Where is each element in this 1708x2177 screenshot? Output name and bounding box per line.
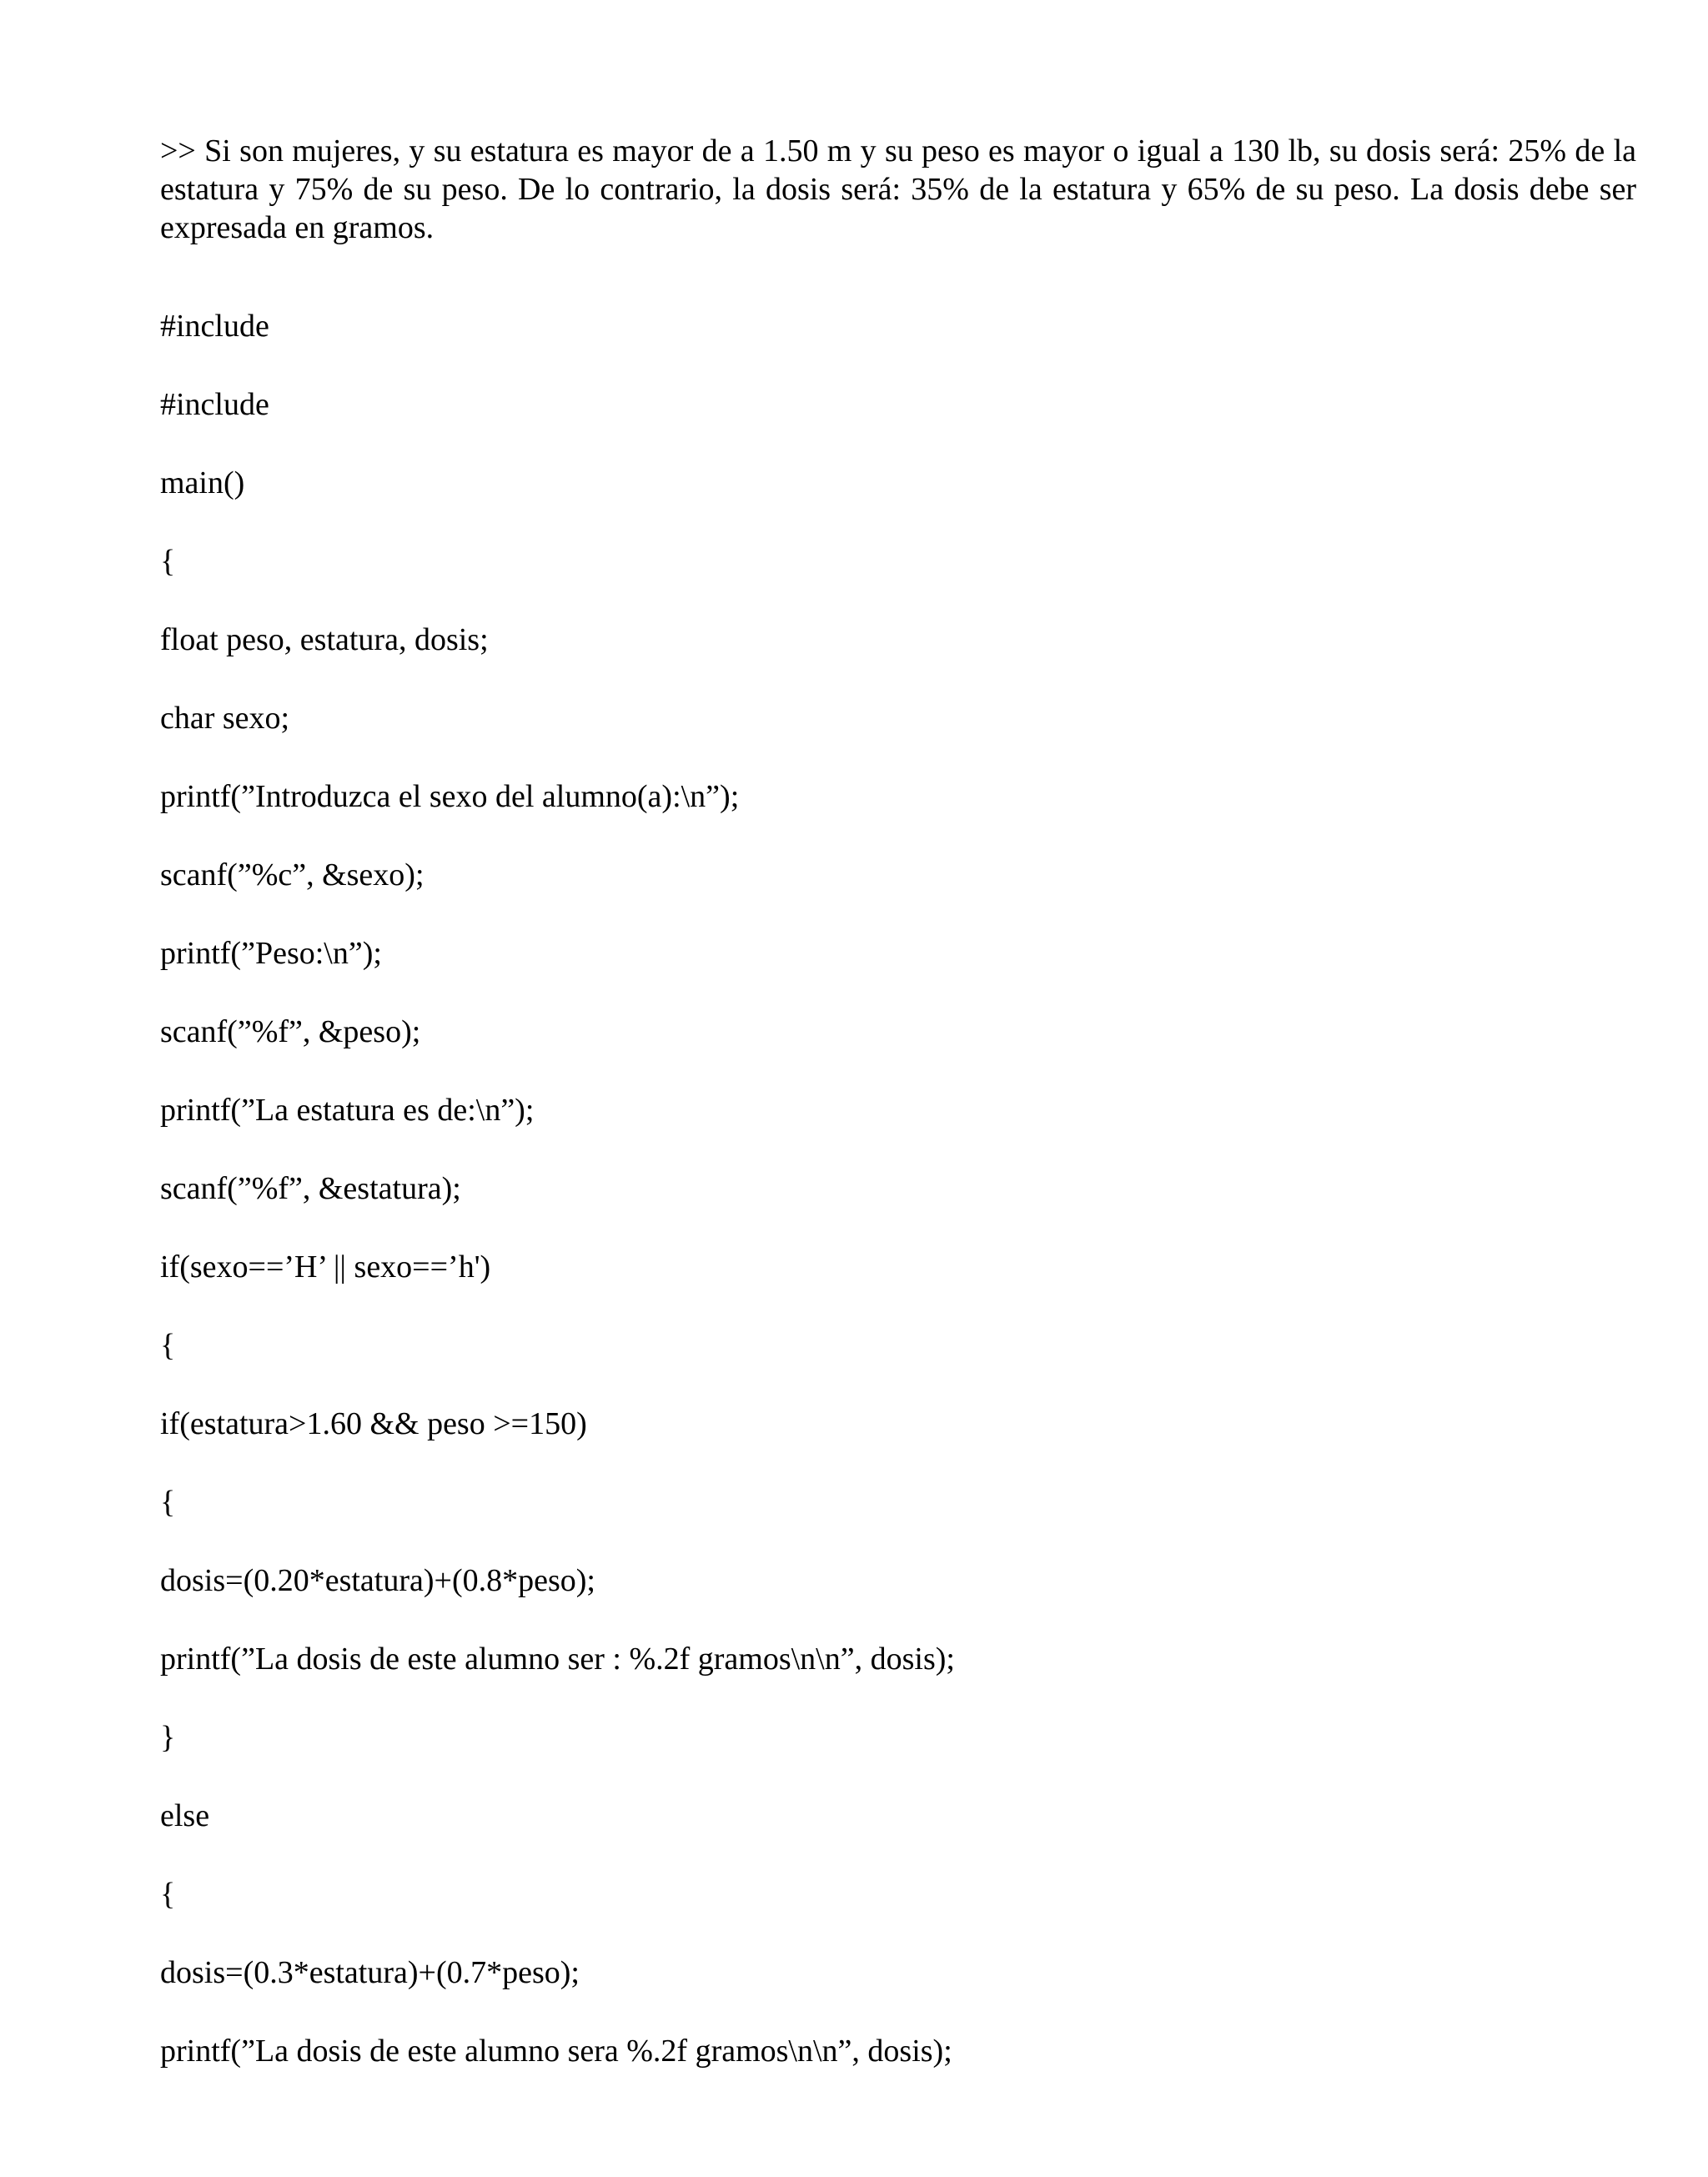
code-line: main() <box>160 465 245 500</box>
code-line: scanf(”%f”, &estatura); <box>160 1171 461 1206</box>
code-line: else <box>160 1798 210 1833</box>
code-line: printf(”Introduzca el sexo del alumno(a):\n”); <box>160 779 740 814</box>
code-line: dosis=(0.3*estatura)+(0.7*peso); <box>160 1955 580 1990</box>
document-body <box>160 132 1636 2090</box>
code-line: dosis=(0.20*estatura)+(0.8*peso); <box>160 1563 595 1598</box>
code-listing <box>160 287 1636 2090</box>
code-line: #include <box>160 309 269 344</box>
code-line: printf(”Peso:\n”); <box>160 936 382 971</box>
code-line: { <box>160 1877 176 1912</box>
code-line: float peso, estatura, dosis; <box>160 622 489 657</box>
code-line: printf(”La estatura es de:\n”); <box>160 1093 535 1128</box>
code-line: printf(”La dosis de este alumno sera %.2f gramos\n\n”, dosis); <box>160 2034 952 2069</box>
code-line: #include <box>160 387 269 422</box>
code-line: } <box>160 1720 176 1755</box>
code-line: { <box>160 1328 176 1363</box>
code-line: scanf(”%f”, &peso); <box>160 1014 421 1049</box>
code-line: { <box>160 544 176 579</box>
code-line: if(sexo==’H’ || sexo==’h') <box>160 1249 491 1285</box>
intro-paragraph: >> Si son mujeres, y su estatura es mayor de a 1.50 m y su peso es mayor o igual a 130 lb, su dosis será: 25% de la estatura y 75% de su peso. De lo contrario, la dosis será: 35% de la estatura y 65% de su peso. La dosis debe ser expresada en gramos. <box>160 133 1636 245</box>
code-line: printf(”La dosis de este alumno ser : %.2f gramos\n\n”, dosis); <box>160 1642 955 1677</box>
code-line: if(estatura>1.60 && peso >=150) <box>160 1406 587 1441</box>
code-line: scanf(”%c”, &sexo); <box>160 857 424 892</box>
code-line: char sexo; <box>160 701 290 736</box>
code-line: { <box>160 1485 176 1520</box>
